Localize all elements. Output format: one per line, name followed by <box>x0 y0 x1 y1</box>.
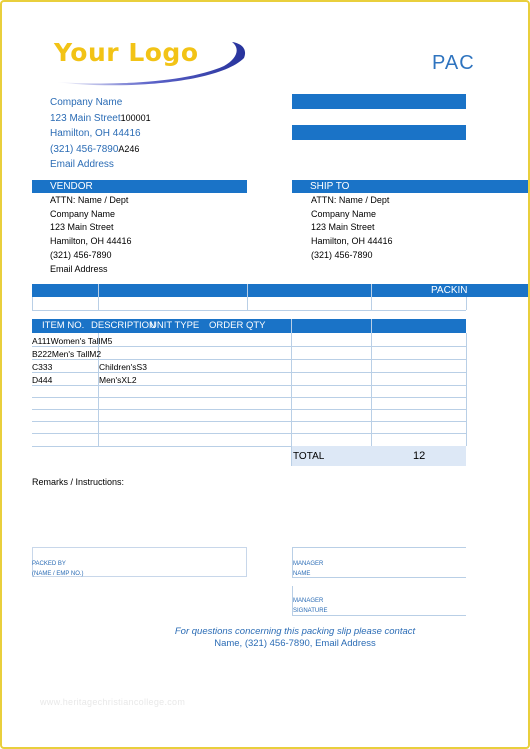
grid-line <box>98 284 99 310</box>
order-qty-cell: 5 <box>107 336 113 346</box>
vendor-line: Email Address <box>50 263 108 274</box>
grid-line <box>32 297 33 310</box>
remarks-label: Remarks / Instructions: <box>32 477 125 487</box>
grid-line <box>371 284 372 310</box>
grid-line <box>32 433 466 434</box>
manager-name-line: NAME <box>293 571 311 577</box>
grid-line <box>32 409 466 410</box>
description-cell: Women's Tall <box>50 336 101 346</box>
grid-line <box>32 310 466 311</box>
grid-line <box>32 421 466 422</box>
manager-signature-label <box>293 596 328 616</box>
vendor-line: 123 Main Street <box>50 222 114 233</box>
vendor-address <box>50 194 132 276</box>
ship-to-header <box>292 180 528 193</box>
company-name: Company Name <box>50 97 123 108</box>
company-phone-text: (321) 456-7890 <box>50 144 119 155</box>
unit-type-cell: M <box>100 336 108 346</box>
grid-line <box>466 333 467 446</box>
packed-by-line: PACKED BY <box>32 561 66 567</box>
items-header <box>32 319 466 333</box>
unit-type-cell: XL <box>121 375 132 385</box>
col-header-order-qty: ORDER QTY <box>209 320 266 331</box>
grid-line <box>32 372 466 373</box>
company-email: Email Address <box>50 159 114 170</box>
description-cell: Men's Tall <box>51 349 90 359</box>
company-city: Hamilton, OH 44416 <box>50 128 141 139</box>
description-cell: Men's <box>99 375 122 385</box>
col-header-item-no: ITEM NO. <box>42 320 85 331</box>
manager-signature-line: SIGNATURE <box>293 608 328 614</box>
grid-line <box>32 385 466 386</box>
packing-label: PACKIN <box>431 285 468 296</box>
ship-to-line: (321) 456-7890 <box>311 249 373 260</box>
manager-name-line: MANAGER <box>293 561 324 567</box>
company-street-text: 123 Main Street <box>50 113 121 124</box>
watermark: www.heritagechristiancollege.com <box>40 697 186 707</box>
item-no-cell: B222 <box>32 349 52 359</box>
ship-to-line: Company Name <box>311 208 377 219</box>
packed-by-line: (NAME / EMP NO.) <box>32 571 84 577</box>
item-no-cell: A111 <box>32 336 51 346</box>
unit-type-cell: M <box>89 349 97 359</box>
vendor-label: VENDOR <box>50 181 93 192</box>
ship-to-line: ATTN: Name / Dept <box>311 195 390 205</box>
order-qty-cell: 2 <box>131 375 137 385</box>
table-row <box>32 336 112 346</box>
total-label: TOTAL <box>293 451 325 462</box>
grid-line <box>371 319 372 466</box>
grid-line <box>247 284 248 310</box>
header-field-bar <box>292 94 466 109</box>
col-header-description: DESCRIPTION <box>91 320 156 331</box>
manager-signature-line: MANAGER <box>293 598 324 604</box>
item-no-cell: D444 <box>32 375 53 385</box>
grid-line <box>32 397 466 398</box>
ship-to-address <box>311 194 393 263</box>
header-field-bar <box>292 125 466 140</box>
table-row <box>99 375 137 385</box>
logo-text: Your Logo <box>54 38 199 67</box>
total-value: 12 <box>413 450 426 462</box>
company-street-suffix: 100001 <box>120 113 151 123</box>
unit-type-cell: S <box>136 362 143 372</box>
grid-line <box>32 346 466 347</box>
description-cell: Children's <box>99 362 137 372</box>
vendor-line: Hamilton, OH 44416 <box>50 236 132 247</box>
ship-to-line: 123 Main Street <box>311 222 375 233</box>
vendor-header <box>32 180 247 193</box>
grid-line <box>291 319 292 466</box>
ship-to-line: Hamilton, OH 44416 <box>311 236 393 247</box>
packing-header-bar <box>32 284 528 297</box>
table-row <box>99 362 147 372</box>
col-header-unit-type: UNIT TYPE <box>150 320 200 331</box>
grid-line <box>32 359 466 360</box>
table-row <box>32 349 101 359</box>
company-street <box>50 113 151 124</box>
item-no-cell: C333 <box>32 362 53 372</box>
ship-to-label: SHIP TO <box>310 181 350 192</box>
footer-line-2: Name, (321) 456-7890, Email Address <box>214 638 376 649</box>
packed-by-label <box>32 559 84 579</box>
order-qty-cell: 3 <box>142 362 147 372</box>
manager-name-label <box>293 559 323 579</box>
footer-line-1: For questions concerning this packing slip please contact <box>174 626 416 637</box>
vendor-line: ATTN: Name / Dept <box>50 195 129 205</box>
vendor-line: (321) 456-7890 <box>50 249 112 260</box>
order-qty-cell: 2 <box>96 349 102 359</box>
grid-line <box>292 547 466 548</box>
vendor-line: Company Name <box>50 208 116 219</box>
company-phone <box>50 144 139 155</box>
grid-line <box>466 297 467 310</box>
company-phone-suffix: A246 <box>118 144 140 154</box>
document-title: PAC <box>432 52 475 74</box>
